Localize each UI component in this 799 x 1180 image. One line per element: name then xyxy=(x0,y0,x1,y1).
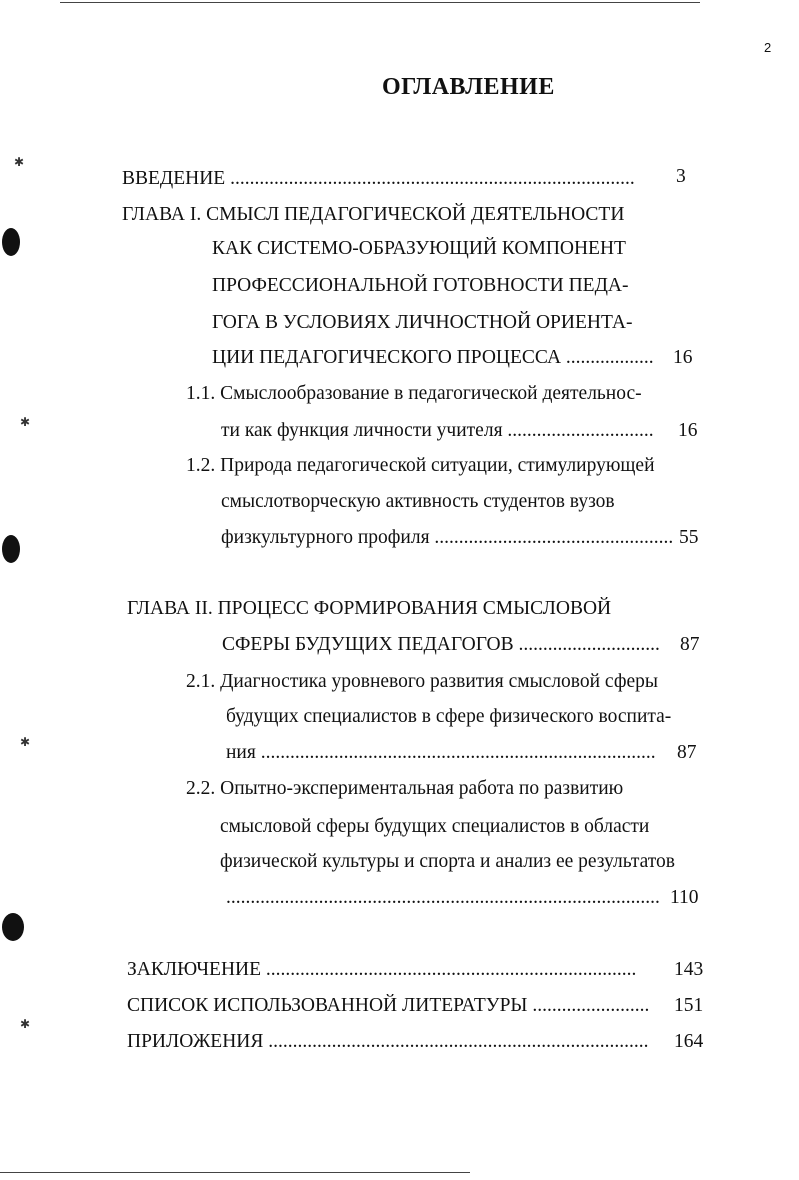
toc-entry-1-1-line[interactable] xyxy=(221,418,654,444)
leader-dots: ............................. xyxy=(518,634,660,655)
toc-entry-conclusion[interactable] xyxy=(127,957,636,983)
toc-entry-ch1-line[interactable] xyxy=(212,345,654,371)
toc-entry-bibliography[interactable] xyxy=(127,993,649,1019)
toc-entry-label: ти как функция личности учителя xyxy=(221,420,503,441)
leader-dots: ................................................................................. xyxy=(260,742,656,763)
toc-page-number: 3 xyxy=(676,166,686,187)
leader-dots: ................................................. xyxy=(434,527,674,548)
leader-dots: .................. xyxy=(565,347,654,368)
scan-speck: ✱ xyxy=(20,1017,31,1031)
leader-dots: ............................................................................ xyxy=(265,959,637,980)
toc-entry-ch1-line[interactable]: КАК СИСТЕМО-ОБРАЗУЮЩИЙ КОМПОНЕНТ xyxy=(212,238,626,259)
toc-page-number: 164 xyxy=(674,1031,704,1052)
punch-hole-2 xyxy=(2,535,20,563)
toc-entry-ch1-line[interactable]: ПРОФЕССИОНАЛЬНОЙ ГОТОВНОСТИ ПЕДА- xyxy=(212,275,629,296)
toc-entry-1-2-line[interactable] xyxy=(221,525,673,551)
scan-edge-top xyxy=(60,2,700,3)
toc-entry-label: СФЕРЫ БУДУЩИХ ПЕДАГОГОВ xyxy=(222,634,514,655)
toc-entry-2-1-line[interactable]: 2.1. Диагностика уровневого развития смысловой сферы xyxy=(186,671,658,692)
toc-page-number: 143 xyxy=(674,959,704,980)
leader-dots: ........................ xyxy=(532,995,650,1016)
toc-page-number: 87 xyxy=(680,634,700,655)
leader-dots: .............................................................................. xyxy=(268,1031,649,1052)
scan-speck: ✱ xyxy=(14,155,25,169)
toc-entry-appendices[interactable] xyxy=(127,1029,649,1055)
toc-entry-intro[interactable] xyxy=(122,166,635,192)
toc-entry-1-2-line[interactable]: 1.2. Природа педагогической ситуации, стимулирующей xyxy=(186,455,655,476)
toc-entry-2-2-line[interactable]: смысловой сферы будущих специалистов в области xyxy=(220,816,650,837)
toc-entry-label: СПИСОК ИСПОЛЬЗОВАННОЙ ЛИТЕРАТУРЫ xyxy=(127,995,528,1016)
toc-entry-2-2-line[interactable]: 2.2. Опытно-экспериментальная работа по развитию xyxy=(186,778,624,799)
toc-page-number: 110 xyxy=(670,887,699,908)
toc-entry-1-1-line[interactable]: 1.1. Смыслообразование в педагогической деятельнос- xyxy=(186,383,642,404)
toc-entry-2-1-line[interactable]: будущих специалистов в сфере физического воспита- xyxy=(226,706,672,727)
leader-dots: .............................. xyxy=(507,420,654,441)
punch-hole-1 xyxy=(2,228,20,256)
toc-page-number: 55 xyxy=(679,527,699,548)
toc-entry-label: ЦИИ ПЕДАГОГИЧЕСКОГО ПРОЦЕССА xyxy=(212,347,562,368)
toc-entry-1-2-line[interactable]: смыслотворческую активность студентов вузов xyxy=(221,491,615,512)
toc-page-number: 16 xyxy=(678,420,698,441)
scan-speck: ✱ xyxy=(20,415,31,429)
toc-entry-label: ВВЕДЕНИЕ xyxy=(122,168,226,189)
toc-entry-label: ЗАКЛЮЧЕНИЕ xyxy=(127,959,262,980)
page-title: ОГЛАВЛЕНИЕ xyxy=(382,74,555,100)
scan-speck: ✱ xyxy=(20,735,31,749)
toc-entry-2-1-line[interactable] xyxy=(226,740,656,766)
toc-page-number: 16 xyxy=(673,347,693,368)
scan-edge-bottom xyxy=(0,1172,470,1173)
toc-entry-2-2-line[interactable] xyxy=(226,885,660,911)
toc-entry-label: ния xyxy=(226,742,256,763)
toc-page-number: 151 xyxy=(674,995,704,1016)
toc-entry-2-2-line[interactable]: физической культуры и спорта и анализ ее результатов xyxy=(220,851,676,872)
page-number: 2 xyxy=(764,40,772,55)
toc-entry-ch1-line[interactable]: ГОГА В УСЛОВИЯХ ЛИЧНОСТНОЙ ОРИЕНТА- xyxy=(212,312,633,333)
leader-dots: ................................................................................... xyxy=(230,168,635,189)
toc-entry-label: физкультурного профиля xyxy=(221,527,430,548)
toc-entry-ch2-line[interactable]: ГЛАВА II. ПРОЦЕСС ФОРМИРОВАНИЯ СМЫСЛОВОЙ xyxy=(127,598,612,619)
toc-entry-ch2-line[interactable] xyxy=(222,632,660,658)
toc-entry-ch1-line[interactable]: ГЛАВА I. СМЫСЛ ПЕДАГОГИЧЕСКОЙ ДЕЯТЕЛЬНОСТИ xyxy=(122,204,625,225)
toc-page-number: 87 xyxy=(677,742,697,763)
toc-entry-label: ПРИЛОЖЕНИЯ xyxy=(127,1031,264,1052)
punch-hole-3 xyxy=(2,913,24,941)
leader-dots: ......................................................................................... xyxy=(226,887,660,908)
